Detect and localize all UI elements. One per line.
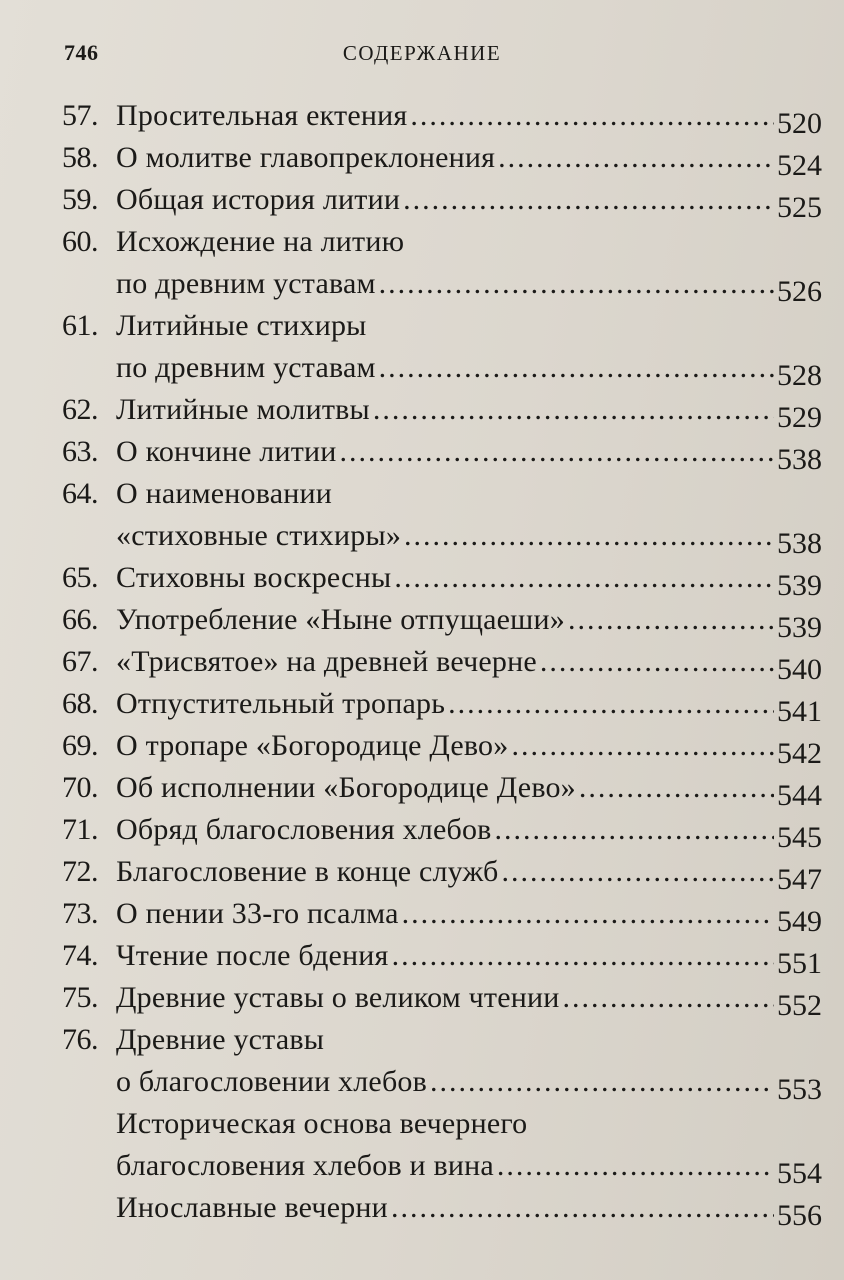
toc-entry-number: 74. [62,939,98,972]
dot-leader [501,851,774,893]
toc-entry-number: 73. [62,897,98,930]
toc-entry-number: 76. [62,1023,98,1056]
toc-entry-number: 60. [62,225,98,258]
toc-entry-number: 58. [62,141,98,174]
dot-leader [404,515,774,557]
toc-entry-title: Древние уставы о великом чтении [116,981,560,1014]
dot-leader [394,557,774,599]
toc-entry-number: 59. [62,183,98,216]
toc-entry-number: 57. [62,99,98,132]
dot-leader [410,95,774,137]
toc-page-number: 540 [777,653,822,686]
toc-entry [62,305,822,392]
toc-entry-title: Благословение в конце служб [116,855,499,888]
page-number: 746 [64,40,99,65]
toc-entry [62,557,822,602]
toc-entry [62,683,822,728]
toc-entry-title: по древним уставам [116,267,376,300]
toc-entry-number: 61. [62,309,98,342]
toc-entry-title: О тропаре «Богородице Дево» [116,729,509,762]
toc-entry-title: Инославные вечерни [116,1191,388,1224]
toc-entry-number: 66. [62,603,98,636]
toc-page-number: 551 [777,947,822,980]
toc-entry-number: 75. [62,981,98,1014]
toc-page-number: 542 [777,737,822,770]
toc-page-number: 525 [777,191,822,224]
toc-page-number: 520 [777,107,822,140]
toc-entry-title: О пении 33-го псалма [116,897,399,930]
toc-entry [62,809,822,854]
dot-leader [379,347,774,389]
table-of-contents [62,95,822,1232]
toc-entry-title: О кончине литии [116,435,337,468]
toc-entry-title: Отпустительный тропарь [116,687,446,720]
toc-entry [62,935,822,980]
toc-entry-title: Литийные стихиры [116,309,367,342]
toc-entry [62,1103,822,1190]
dot-leader [403,179,774,221]
toc-entry-title: «стиховные стихиры» [116,519,402,552]
dot-leader [430,1061,774,1103]
toc-page-number: 538 [777,443,822,476]
toc-entry-title: Общая история литии [116,183,401,216]
dot-leader [373,389,774,431]
toc-page-number: 549 [777,905,822,938]
toc-page-number: 556 [777,1199,822,1232]
dot-leader [495,809,774,851]
toc-entry-title: благословения хлебов и вина [116,1149,494,1182]
toc-page-number: 539 [777,569,822,602]
toc-entry [62,1187,822,1232]
toc-page-number: 544 [777,779,822,812]
dot-leader [562,977,774,1019]
toc-entry [62,137,822,182]
running-title: СОДЕРЖАНИЕ [342,40,502,65]
dot-leader [391,1187,774,1229]
toc-page-number: 529 [777,401,822,434]
toc-entry-number: 65. [62,561,98,594]
toc-entry [62,599,822,644]
toc-entry [62,641,822,686]
toc-entry-title: по древним уставам [116,351,376,384]
toc-page-number: 526 [777,275,822,308]
toc-entry [62,1019,822,1106]
toc-entry [62,725,822,770]
dot-leader [497,1145,774,1187]
toc-page-number: 528 [777,359,822,392]
page-header [64,38,780,68]
toc-entry-number: 63. [62,435,98,468]
dot-leader [511,725,774,767]
toc-entry-title: Исхождение на литию [116,225,405,258]
toc-entry-title: Стиховны воскресны [116,561,392,594]
toc-page-number: 541 [777,695,822,728]
toc-entry-number: 72. [62,855,98,888]
toc-entry-number: 67. [62,645,98,678]
toc-page-number: 524 [777,149,822,182]
toc-entry-title: Употребление «Ныне отпущаеши» [116,603,565,636]
toc-entry-title: «Трисвятое» на древней вечерне [116,645,537,678]
dot-leader [402,893,774,935]
toc-entry-number: 68. [62,687,98,720]
dot-leader [392,935,774,977]
toc-entry-title: Литийные молитвы [116,393,370,426]
toc-entry-title: О молитве главопреклонения [116,141,496,174]
toc-entry [62,851,822,896]
toc-entry [62,473,822,560]
toc-page-number: 545 [777,821,822,854]
toc-entry-title: Об исполнении «Богородице Дево» [116,771,576,804]
toc-entry-title: О наименовании [116,477,332,510]
toc-page-number: 554 [777,1157,822,1190]
toc-entry-number: 62. [62,393,98,426]
dot-leader [568,599,774,641]
toc-entry-number: 70. [62,771,98,804]
dot-leader [579,767,774,809]
toc-entry [62,179,822,224]
dot-leader [379,263,774,305]
toc-entry [62,977,822,1022]
toc-page-number: 552 [777,989,822,1022]
toc-entry [62,893,822,938]
toc-entry-number: 69. [62,729,98,762]
toc-entry-title: Обряд благословения хлебов [116,813,492,846]
dot-leader [448,683,774,725]
dot-leader [540,641,774,683]
toc-entry-number: 64. [62,477,98,510]
toc-entry-number: 71. [62,813,98,846]
toc-page-number: 553 [777,1073,822,1106]
toc-entry [62,389,822,434]
toc-entry-title: о благословении хлебов [116,1065,427,1098]
toc-page-number: 538 [777,527,822,560]
toc-entry [62,221,822,308]
toc-entry-title: Древние уставы [116,1023,325,1056]
dot-leader [340,431,774,473]
toc-entry-title: Просительная ектения [116,99,408,132]
toc-entry [62,95,822,140]
toc-entry [62,767,822,812]
toc-entry-title: Чтение после бдения [116,939,389,972]
toc-page-number: 539 [777,611,822,644]
dot-leader [498,137,774,179]
toc-entry [62,431,822,476]
toc-entry-title: Историческая основа вечернего [116,1107,528,1140]
toc-page-number: 547 [777,863,822,896]
